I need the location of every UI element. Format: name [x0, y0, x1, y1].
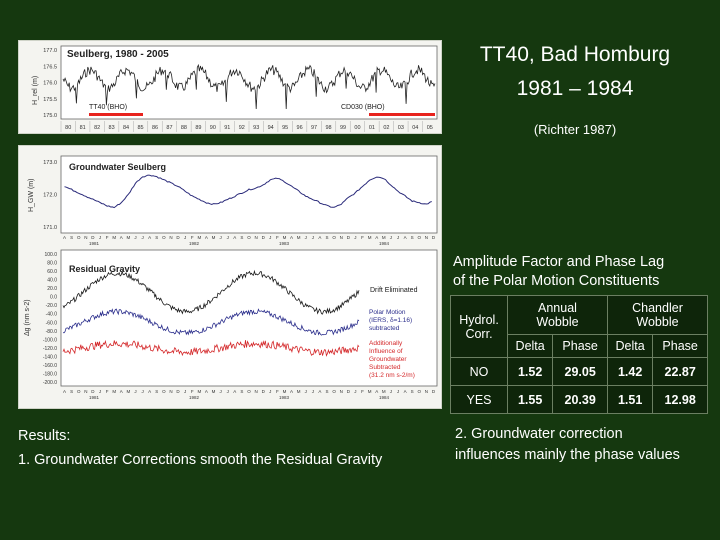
- gravity-month-label: A: [290, 389, 294, 394]
- groundwater-month-label: J: [304, 235, 307, 240]
- groundwater-month-label: J: [354, 235, 357, 240]
- subheader-delta: Delta: [607, 335, 652, 358]
- gravity-month-label: A: [119, 389, 123, 394]
- table-row: [451, 358, 708, 386]
- seulberg-xtick-label: 04: [412, 125, 419, 131]
- seulberg-xtick-label: 80: [65, 125, 72, 131]
- gravity-month-label: M: [211, 389, 216, 394]
- seulberg-title: Seulberg, 1980 - 2005: [67, 49, 169, 60]
- groundwater-month-ticks: [63, 235, 436, 240]
- gravity-month-ticks: [63, 389, 436, 394]
- gravity-month-label: J: [311, 389, 314, 394]
- groundwater-month-label: J: [141, 235, 144, 240]
- groundwater-month-label: M: [296, 235, 301, 240]
- gravity-month-label: S: [410, 389, 414, 394]
- seulberg-xticks: [61, 121, 433, 132]
- tt40-legend-label: TT40 (BHO): [89, 104, 128, 111]
- cell-annual-delta: 1.52: [508, 358, 553, 386]
- groundwater-month-label: A: [204, 235, 208, 240]
- results-heading: Results:: [18, 428, 71, 444]
- slide-title-line1: TT40, Bad Homburg: [479, 43, 671, 66]
- cell-annual-delta: 1.55: [508, 386, 553, 414]
- groundwater-month-label: N: [424, 235, 428, 240]
- cell-chandler-delta: 1.42: [607, 358, 652, 386]
- gravity-year-label: 1984: [379, 395, 390, 400]
- gravity-month-label: M: [126, 389, 131, 394]
- gravity-month-label: N: [424, 389, 428, 394]
- gravity-month-label: M: [282, 389, 287, 394]
- amplitude-heading: [453, 253, 713, 291]
- seulberg-ytick-label: 176.5: [43, 64, 57, 71]
- citation: (Richter 1987): [533, 122, 617, 137]
- groundwater-month-label: J: [98, 235, 102, 240]
- svg-text:Subtracted: Subtracted: [369, 364, 401, 371]
- seulberg-xtick-label: 96: [296, 125, 303, 131]
- gravity-month-label: O: [162, 389, 166, 394]
- gravity-month-label: S: [325, 389, 329, 394]
- point-2-line2: influences mainly the phase values: [455, 447, 680, 463]
- seulberg-ytick-label: 175.0: [43, 113, 57, 119]
- gravity-month-label: J: [98, 389, 102, 394]
- seulberg-xtick-label: 98: [325, 125, 332, 131]
- cell-chandler-delta: 1.51: [607, 386, 652, 414]
- subheader-phase: Phase: [653, 335, 708, 358]
- residual-gravity-title: Residual Gravity: [69, 264, 141, 274]
- groundwater-month-label: J: [184, 235, 187, 240]
- gravity-month-label: D: [346, 389, 350, 394]
- gravity-year-labels: [89, 395, 390, 400]
- svg-text:Polar Motion: Polar Motion: [369, 309, 406, 316]
- groundwater-year-label: 1982: [189, 241, 200, 246]
- seulberg-xtick-label: 90: [209, 125, 216, 131]
- groundwater-month-label: N: [169, 235, 173, 240]
- groundwater-month-label: S: [240, 235, 244, 240]
- cell-annual-phase: 29.05: [553, 358, 608, 386]
- groundwater-month-label: D: [176, 235, 180, 240]
- cell-corr: YES: [451, 386, 508, 414]
- svg-text:Additionally: Additionally: [369, 340, 403, 347]
- seulberg-yticks: [43, 48, 57, 119]
- cd030-legend-bar: [369, 113, 435, 116]
- residual-gravity-yticks: [43, 252, 57, 386]
- seulberg-xtick-label: 01: [368, 125, 375, 131]
- groundwater-month-label: N: [84, 235, 88, 240]
- groundwater-month-label: O: [247, 235, 251, 240]
- gravity-month-label: A: [204, 389, 208, 394]
- gravity-month-label: A: [148, 389, 152, 394]
- groundwater-month-label: S: [325, 235, 329, 240]
- groundwater-month-label: M: [126, 235, 131, 240]
- residual-gravity-ytick-label: 60.0: [47, 269, 57, 276]
- seulberg-ytick-label: 176.0: [43, 80, 57, 87]
- gravity-month-label: M: [367, 389, 372, 394]
- groundwater-month-label: A: [290, 235, 294, 240]
- cell-corr: NO: [451, 358, 508, 386]
- groundwater-yticks: [43, 160, 57, 231]
- gravity-month-label: J: [184, 389, 187, 394]
- groundwater-month-label: M: [367, 235, 372, 240]
- gravity-month-label: F: [276, 389, 279, 394]
- tt40-legend-bar: [89, 113, 143, 116]
- cell-chandler-phase: 12.98: [653, 386, 708, 414]
- gravity-month-label: J: [134, 389, 137, 394]
- gravity-month-label: N: [339, 389, 343, 394]
- residual-gravity-ytick-label: -120.0: [42, 345, 57, 352]
- gravity-year-label: 1982: [189, 395, 200, 400]
- seulberg-xtick-label: 84: [123, 125, 130, 131]
- svg-text:(31.2 nm s-2/m): (31.2 nm s-2/m): [369, 372, 415, 379]
- groundwater-month-label: F: [276, 235, 279, 240]
- groundwater-month-label: J: [134, 235, 137, 240]
- gravity-month-label: J: [269, 389, 272, 394]
- point-2-line1: 2. Groundwater correction: [455, 426, 623, 442]
- groundwater-month-label: A: [375, 235, 379, 240]
- gravity-month-label: J: [354, 389, 357, 394]
- seulberg-xtick-label: 95: [282, 125, 289, 131]
- slide-title-line2: 1981 – 1984: [516, 77, 634, 100]
- svg-text:(IERS, δ=1.16): (IERS, δ=1.16): [369, 317, 413, 324]
- gravity-month-label: S: [155, 389, 159, 394]
- seulberg-xtick-label: 93: [253, 125, 260, 131]
- seulberg-xtick-label: 00: [354, 125, 361, 131]
- gravity-month-label: N: [84, 389, 88, 394]
- residual-gravity-ytick-label: -40.0: [45, 311, 57, 318]
- gravity-month-label: A: [403, 389, 407, 394]
- residual-gravity-ytick-label: -180.0: [42, 371, 57, 378]
- seulberg-xtick-label: 02: [383, 125, 390, 131]
- gravity-month-label: M: [381, 389, 386, 394]
- groundwater-month-label: O: [162, 235, 166, 240]
- seulberg-xtick-label: 97: [311, 125, 318, 131]
- groundwater-month-label: N: [339, 235, 343, 240]
- groundwater-month-label: S: [410, 235, 414, 240]
- gravity-month-label: D: [176, 389, 180, 394]
- legend-drift: Drift Eliminated: [370, 287, 418, 294]
- groundwater-month-label: F: [361, 235, 364, 240]
- seulberg-xtick-label: 87: [166, 125, 173, 131]
- groundwater-month-label: J: [396, 235, 400, 240]
- groundwater-month-label: D: [346, 235, 350, 240]
- gravity-month-label: J: [304, 389, 307, 394]
- gravity-month-label: A: [318, 389, 322, 394]
- residual-gravity-ytick-label: 40.0: [47, 277, 57, 284]
- gravity-month-label: J: [226, 389, 229, 394]
- gravity-month-label: M: [197, 389, 202, 394]
- groundwater-month-label: A: [233, 235, 237, 240]
- seulberg-xtick-label: 86: [151, 125, 159, 131]
- seulberg-xtick-label: 94: [267, 125, 274, 131]
- groundwater-month-label: D: [261, 235, 265, 240]
- gravity-month-label: O: [332, 389, 336, 394]
- table-row: [451, 386, 708, 414]
- residual-gravity-ytick-label: -140.0: [42, 354, 57, 361]
- groundwater-month-label: A: [403, 235, 407, 240]
- gravity-month-label: N: [254, 389, 258, 394]
- polar-motion-table: [450, 295, 708, 414]
- chandler-wobble-header: Chandler Wobble: [607, 296, 707, 335]
- amplitude-heading-line2: of the Polar Motion Constituents: [453, 273, 660, 289]
- residual-gravity-ytick-label: -80.0: [45, 328, 57, 335]
- gravity-month-label: A: [375, 389, 379, 394]
- groundwater-month-label: S: [155, 235, 159, 240]
- svg-text:subtracted: subtracted: [369, 325, 400, 332]
- groundwater-year-label: 1981: [89, 241, 100, 246]
- gravity-month-label: O: [417, 389, 422, 394]
- seulberg-xtick-label: 83: [108, 125, 115, 131]
- seulberg-xtick-label: 82: [94, 125, 101, 131]
- residual-gravity-ytick-label: 0.0: [50, 294, 57, 301]
- seulberg-xtick-label: 89: [195, 125, 202, 131]
- gravity-month-label: O: [76, 389, 81, 394]
- groundwater-month-label: N: [254, 235, 258, 240]
- residual-gravity-ylabel: Δg (nm s-2): [24, 299, 31, 336]
- residual-gravity-ytick-label: -60.0: [45, 320, 57, 327]
- groundwater-year-label: 1984: [379, 241, 390, 246]
- residual-gravity-ytick-label: -100.0: [42, 337, 57, 344]
- residual-gravity-ytick-label: 20.0: [47, 286, 57, 293]
- gravity-month-label: A: [233, 389, 237, 394]
- gravity-month-label: O: [247, 389, 251, 394]
- residual-gravity-ytick-label: -200.0: [42, 380, 57, 386]
- point-2-text: [455, 424, 715, 466]
- groundwater-month-label: M: [112, 235, 117, 240]
- seulberg-xtick-label: 99: [339, 125, 347, 131]
- gravity-month-label: J: [389, 389, 393, 394]
- groundwater-month-label: J: [226, 235, 229, 240]
- residual-gravity-ytick-label: -20.0: [45, 303, 57, 310]
- cell-annual-phase: 20.39: [553, 386, 608, 414]
- gravity-month-label: A: [63, 389, 67, 394]
- gravity-month-label: J: [141, 389, 144, 394]
- groundwater-ytick-label: 171.0: [43, 225, 57, 231]
- gravity-month-label: N: [169, 389, 173, 394]
- gravity-month-label: S: [70, 389, 74, 394]
- groundwater-month-label: M: [197, 235, 202, 240]
- seulberg-xtick-label: 81: [79, 125, 86, 131]
- results-point-1: 1. Groundwater Corrections smooth the Residual Gravity: [18, 452, 383, 468]
- results-text: [18, 424, 382, 472]
- groundwater-month-label: A: [119, 235, 123, 240]
- groundwater-month-label: J: [269, 235, 272, 240]
- cell-chandler-phase: 22.87: [653, 358, 708, 386]
- groundwater-month-label: O: [417, 235, 422, 240]
- groundwater-month-label: O: [76, 235, 81, 240]
- seulberg-xtick-label: 85: [137, 125, 144, 131]
- gravity-year-label: 1983: [279, 395, 290, 400]
- residual-gravity-ytick-label: -160.0: [42, 362, 57, 369]
- seulberg-chart: [18, 40, 442, 134]
- gravity-month-label: F: [361, 389, 364, 394]
- gravity-month-label: J: [396, 389, 400, 394]
- groundwater-year-label: 1983: [279, 241, 290, 246]
- groundwater-month-label: M: [282, 235, 287, 240]
- groundwater-month-label: O: [332, 235, 336, 240]
- seulberg-ylabel: H_rel (m): [32, 75, 39, 105]
- groundwater-month-label: F: [105, 235, 109, 240]
- gravity-month-label: D: [261, 389, 265, 394]
- gravity-month-label: D: [431, 389, 436, 394]
- gravity-month-label: D: [91, 389, 95, 394]
- residual-gravity-ytick-label: 100.0: [44, 252, 57, 258]
- groundwater-year-labels: [89, 241, 390, 246]
- gravity-month-label: F: [105, 389, 109, 394]
- residual-gravity-ytick-label: 80.0: [47, 260, 57, 267]
- groundwater-month-label: D: [91, 235, 95, 240]
- groundwater-month-label: A: [318, 235, 322, 240]
- seulberg-xtick-label: 03: [397, 125, 404, 131]
- groundwater-month-label: A: [148, 235, 152, 240]
- groundwater-month-label: F: [190, 235, 194, 240]
- svg-text:Groundwater: Groundwater: [369, 356, 407, 363]
- gravity-year-label: 1981: [89, 395, 100, 400]
- seulberg-xtick-label: 92: [238, 125, 245, 131]
- cd030-legend-label: CD030 (BHO): [341, 104, 385, 111]
- groundwater-title: Groundwater Seulberg: [69, 162, 167, 172]
- seulberg-xtick-label: 05: [426, 125, 433, 131]
- groundwater-month-label: J: [389, 235, 393, 240]
- groundwater-month-label: J: [219, 235, 222, 240]
- gravity-month-label: M: [296, 389, 301, 394]
- gravity-month-label: J: [219, 389, 222, 394]
- amplitude-heading-line1: Amplitude Factor and Phase Lag: [453, 254, 665, 270]
- svg-text:Influence of: Influence of: [369, 348, 403, 355]
- seulberg-xtick-label: 91: [224, 125, 231, 131]
- seulberg-ytick-label: 177.0: [43, 48, 57, 54]
- groundwater-gravity-chart: [18, 145, 442, 409]
- subheader-phase: Phase: [553, 335, 608, 358]
- groundwater-month-label: M: [211, 235, 216, 240]
- groundwater-month-label: D: [431, 235, 436, 240]
- groundwater-month-label: M: [381, 235, 386, 240]
- annual-wobble-header: Annual Wobble: [508, 296, 608, 335]
- table-header-row: [451, 296, 708, 335]
- subheader-delta: Delta: [508, 335, 553, 358]
- hydrol-corr-header: Hydrol. Corr.: [451, 296, 508, 358]
- gravity-month-label: F: [190, 389, 194, 394]
- groundwater-ytick-label: 172.0: [43, 192, 57, 199]
- groundwater-ylabel: H_GW (m): [28, 178, 35, 212]
- gravity-month-label: S: [240, 389, 244, 394]
- groundwater-month-label: J: [311, 235, 314, 240]
- groundwater-ytick-label: 173.0: [43, 160, 57, 166]
- seulberg-xtick-label: 88: [180, 125, 187, 131]
- groundwater-month-label: S: [70, 235, 74, 240]
- seulberg-ytick-label: 175.5: [43, 96, 57, 103]
- groundwater-month-label: A: [63, 235, 67, 240]
- gravity-month-label: M: [112, 389, 117, 394]
